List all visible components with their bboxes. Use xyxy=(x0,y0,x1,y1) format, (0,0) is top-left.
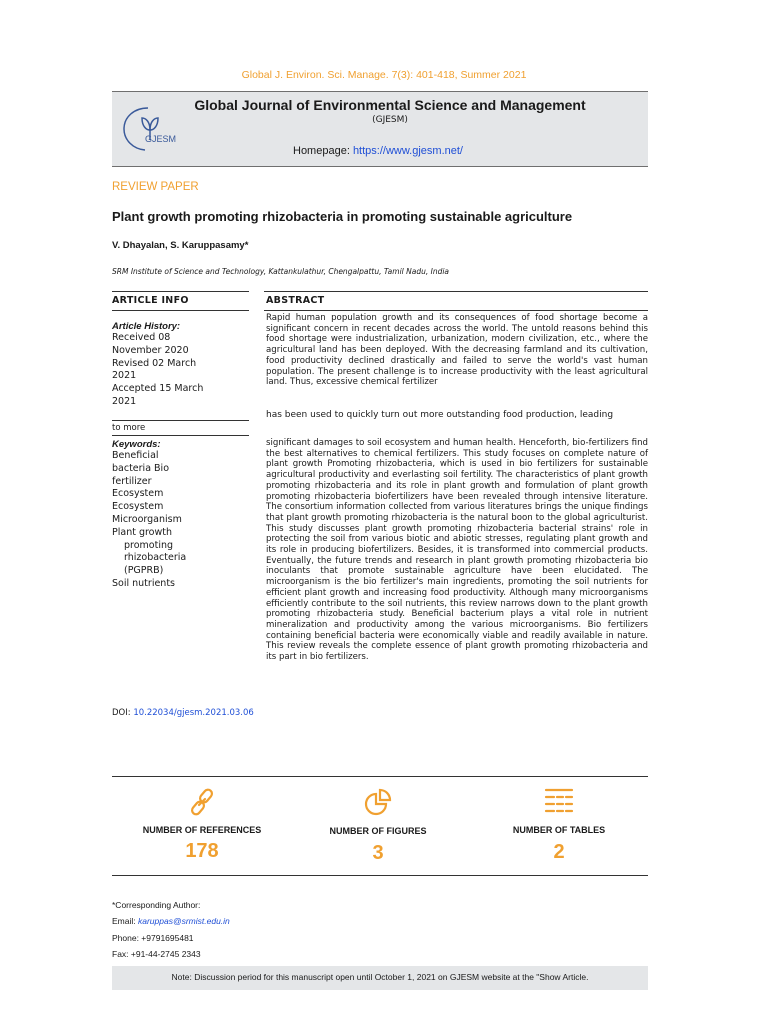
article-info-heading: ARTICLE INFO xyxy=(112,295,189,306)
article-history xyxy=(112,321,249,409)
history-line: 2021 xyxy=(112,395,137,407)
homepage-link[interactable]: https://www.gjesm.net/ xyxy=(352,145,463,157)
abstract-part1-last: has been used to quickly turn out more outstanding food production, leading xyxy=(266,410,614,420)
history-line: Revised 02 March xyxy=(112,357,197,369)
keyword: (PGPRB) xyxy=(124,565,164,577)
stat-value: 178 xyxy=(185,840,219,862)
affiliation: SRM Institute of Science and Technology, Kattankulathur, Chengalpattu, Tamil Nadu, India xyxy=(112,267,450,276)
divider xyxy=(112,776,648,777)
link-icon xyxy=(187,786,217,818)
table-icon xyxy=(543,786,575,818)
stat-label: NUMBER OF TABLES xyxy=(512,825,606,835)
abstract-part1: Rapid human population growth and its consequences of food shortage become a significant concern in recent decades across the world. The untold reasons behind this food shortage were industrialization, urbanization, modern civilization, etc., where the agricultural land has been deployed. With the decreasing farmland and its cultivation, food productivity declined drastically and failed to serve the world's vast human population. The present challenge is to increase productivity with the least agricultural land. Thus, excessive chemical fertilizer xyxy=(266,313,648,388)
email-link[interactable]: karuppas@srmist.edu.in xyxy=(138,916,230,926)
stat-figures xyxy=(298,786,458,865)
divider xyxy=(112,875,648,876)
history-line: 2021 xyxy=(112,370,137,382)
stat-tables xyxy=(479,786,639,864)
logo-text: GJESM xyxy=(145,134,176,144)
email-label: Email: xyxy=(112,916,136,926)
history-line: November 2020 xyxy=(112,344,189,356)
keyword: Ecosystem xyxy=(112,501,164,513)
journal-homepage xyxy=(293,145,463,157)
divider xyxy=(112,435,249,436)
journal-abbreviation: (GJESM) xyxy=(372,115,408,125)
paper-title: Plant growth promoting rhizobacteria in promoting sustainable agriculture xyxy=(112,209,573,224)
keyword: Ecosystem xyxy=(112,488,164,500)
divider xyxy=(112,291,249,292)
stat-value: 2 xyxy=(553,841,565,863)
history-label: Article History: xyxy=(112,321,181,332)
email xyxy=(112,916,230,926)
divider xyxy=(112,420,249,421)
history-line: Received 08 xyxy=(112,332,171,343)
abstract-part2: significant damages to soil ecosystem and human health. Henceforth, bio-fertilizers find the best alternatives to chemical fertilizers. This study focuses on complete nature of plant growth Promoting rhizobacteria, which is used in bio fertilizers for sustainable agricultural productivity and everlasting soil fertility. The characteristics of plant growth promoting rhizobacteria and its role in plant growth and formulation of plant growth promoting rhizobacteria biofertilizers have been revealed through intensive literature. The consortium information collected from various literatures brings the unique findings that plant growth promoting rhizobacteria is the natural boon to the global agriculturist. This study discusses plant growth promoting rhizobacteria bacterial strains' role in protecting the soil from various biotic and abiotic stresses, regulating plant growth and its role in producing biofertilizers. Besides, it is transformed into commercial products. Eventually, the future trends and research in plant growth promoting rhizobacteria bio inoculants that promote sustainable agriculture have been elucidated. The microorganism is the bio fertilizer's main ingredients, promoting the soil nutrients for efficient plant growth and increasing food productivity. Although many microorganisms efficiently contribute to the soil nutrients, this review narrows down to the plant growth promoting rhizobacteria study. Beneficial bacterium plays a vital role in nutrient mineralization and productivity among the various microorganisms. Bio fertilizers containing beneficial bacteria were economically viable and readily available in nature. This review reveals the complete essence of plant growth promoting rhizobacteria and its part in bio fertilizers. xyxy=(266,438,648,663)
history-line: Accepted 15 March xyxy=(112,383,204,395)
pie-chart-icon xyxy=(363,786,393,818)
keyword: Plant growth xyxy=(112,526,173,538)
journal-title: Global Journal of Environmental Science and Management xyxy=(194,97,586,113)
keyword: Soil nutrients xyxy=(112,577,175,589)
stat-references xyxy=(122,786,282,863)
keyword: bacteria Bio xyxy=(112,462,169,474)
keywords-label: Keywords: xyxy=(112,439,161,450)
doi-label: DOI: xyxy=(112,708,131,718)
divider xyxy=(264,310,648,311)
keyword: promoting xyxy=(124,539,174,551)
keyword: Beneficial xyxy=(112,450,159,461)
doi xyxy=(112,708,254,718)
keywords xyxy=(112,439,252,591)
divider xyxy=(112,310,249,311)
to-more: to more xyxy=(112,423,146,433)
discussion-note: Note: Discussion period for this manuscript open until October 1, 2021 on GJESM website at the "Show Article. xyxy=(112,966,648,990)
stat-label: NUMBER OF REFERENCES xyxy=(142,825,262,835)
keyword: rhizobacteria xyxy=(124,552,187,564)
abstract-heading: ABSTRACT xyxy=(266,295,325,306)
divider xyxy=(264,291,648,292)
journal-citation: Global J. Environ. Sci. Manage. 7(3): 401-418, Summer 2021 xyxy=(241,69,527,81)
doi-link[interactable]: 10.22034/gjesm.2021.03.06 xyxy=(133,708,254,718)
phone: Phone: +9791695481 xyxy=(112,933,194,943)
stat-label: NUMBER OF FIGURES xyxy=(329,826,427,836)
corresponding-author: *Corresponding Author: xyxy=(112,900,201,910)
authors: V. Dhayalan, S. Karuppasamy* xyxy=(112,240,249,251)
paper-type: REVIEW PAPER xyxy=(112,181,199,193)
keyword: Microorganism xyxy=(112,513,182,525)
keyword: fertilizer xyxy=(112,475,152,487)
stat-value: 3 xyxy=(372,842,384,864)
homepage-label: Homepage: xyxy=(293,145,350,157)
fax: Fax: +91-44-2745 2343 xyxy=(112,949,201,959)
